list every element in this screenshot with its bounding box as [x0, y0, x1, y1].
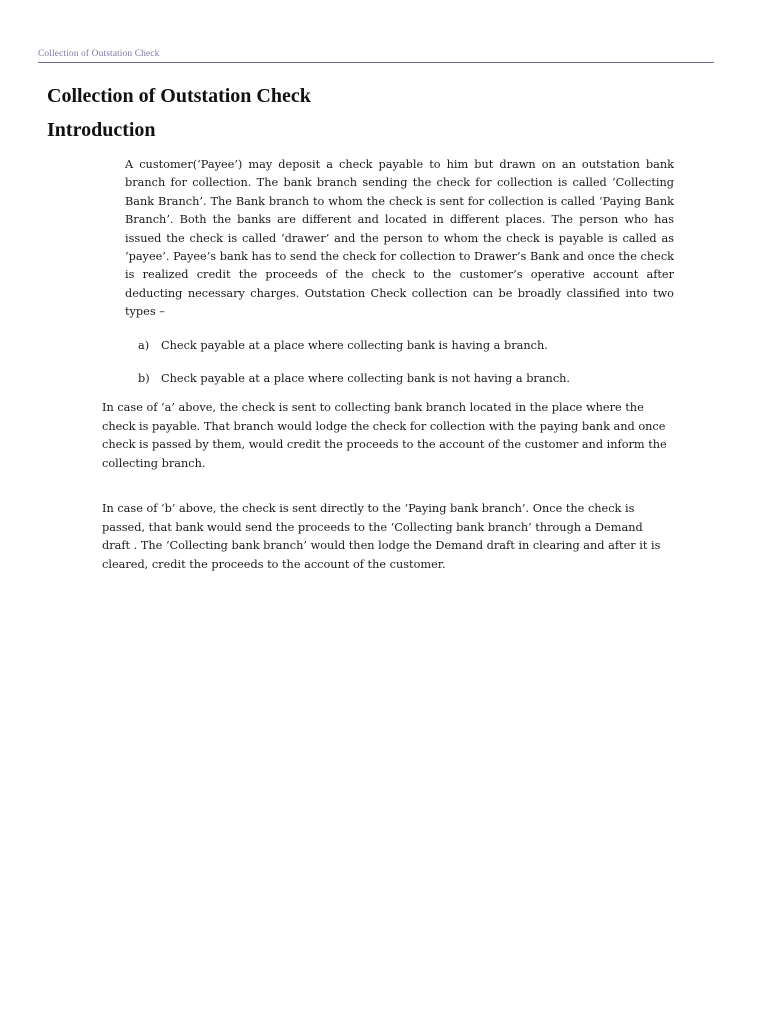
- document-title: Collection of Outstation Check: [47, 85, 311, 107]
- list-item: [138, 337, 678, 370]
- list-item-text: Check payable at a place where collecting bank is not having a branch.: [161, 372, 571, 385]
- header-rule: [38, 62, 714, 63]
- case-a-paragraph: In case of ‘a’ above, the check is sent to collecting bank branch located in the place where the check is payable. That branch would lodge the check for collection with the paying bank and once check is passed by them, would credit the proceeds to the account of the customer and inform the collecting branch.: [102, 401, 667, 470]
- intro-paragraph: A customer(‘Payee’) may deposit a check payable to him but drawn on an outstation bank branch for collection. The bank branch sending the check for collection is called ‘Collecting Bank Branch’. The Bank branch to whom the check is sent for collection is called ‘Paying Bank Branch’. Both the banks are different and located in different places. The person who has issued the check is called ‘drawer’ and the person to whom the check is payable is called as ‘payee’. Payee’s bank has to send the check for collection to Drawer’s Bank and once the check is realized credit the proceeds of the check to the customer’s operative account after deducting necessary charges. Outstation Check collection can be broadly classified into two types –: [125, 158, 674, 319]
- section-heading-introduction: Introduction: [47, 119, 156, 141]
- list-item-text: Check payable at a place where collecting bank is having a branch.: [161, 339, 548, 352]
- running-header: Collection of Outstation Check: [38, 49, 160, 59]
- check-types-list: [138, 337, 678, 403]
- list-item-marker: b): [138, 372, 150, 385]
- case-b-paragraph: In case of ‘b’ above, the check is sent directly to the ‘Paying bank branch’. Once the check is passed, that bank would send the proceeds to the ‘Collecting bank branch’ through a Demand draft . The ‘Collecting bank branch’ would then lodge the Demand draft in clearing and after it is cleared, credit the proceeds to the account of the customer.: [102, 502, 661, 571]
- list-item-marker: a): [138, 339, 150, 352]
